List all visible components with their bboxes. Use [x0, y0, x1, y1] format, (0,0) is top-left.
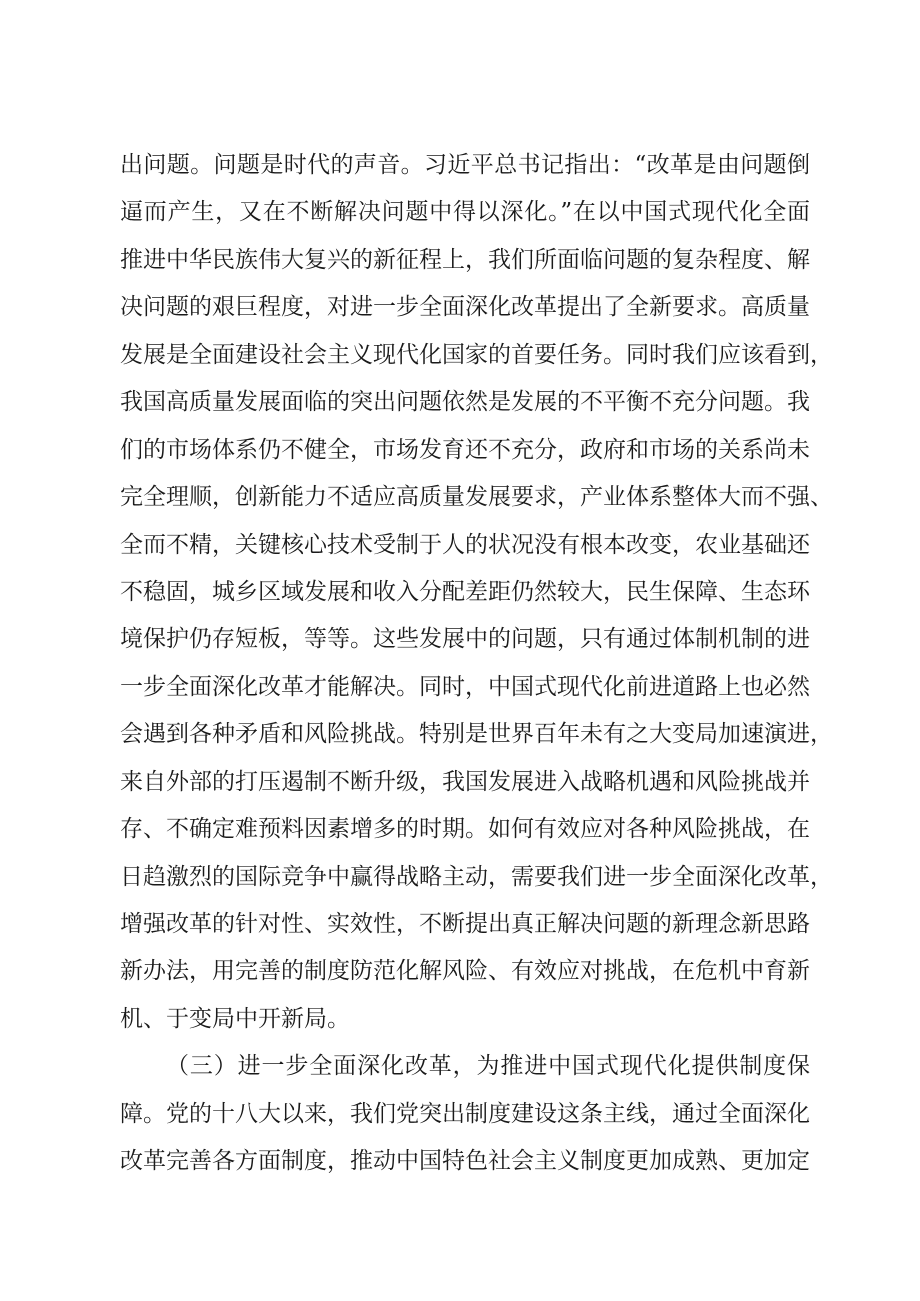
text-line: 来自外部的打压遏制不断升级，我国发展进入战略机遇和风险挑战并 [120, 768, 810, 795]
text-line: 一步全面深化改革才能解决。同时，中国式现代化前进道路上也必然 [120, 673, 810, 700]
text-line: 我国高质量发展面临的突出问题依然是发展的不平衡不充分问题。我 [120, 389, 810, 416]
document-body [120, 142, 833, 1186]
text-line: 新办法，用完善的制度防范化解风险、有效应对挑战，在危机中育新 [120, 958, 810, 985]
text-line: 增强改革的针对性、实效性，不断提出真正解决问题的新理念新思路 [120, 911, 810, 937]
text-line: 们的市场体系仍不健全，市场发育还不充分，政府和市场的关系尚未 [120, 436, 810, 463]
text-line: 日趋激烈的国际竞争中赢得战略主动，需要我们进一步全面深化改革， [120, 863, 833, 890]
paragraph-end-line: 机、于变局中开新局。 [120, 1005, 350, 1032]
text-line: 出问题。问题是时代的声音。习近平总书记指出：“改革是由问题倒 [120, 152, 810, 178]
section-heading-line: （三）进一步全面深化改革，为推进中国式现代化提供制度保 [166, 1053, 810, 1080]
text-line: 发展是全面建设社会主义现代化国家的首要任务。同时我们应该看到， [120, 341, 833, 368]
text-line: 障。党的十八大以来，我们党突出制度建设这条主线，通过全面深化 [120, 1100, 810, 1127]
text-line: 不稳固，城乡区域发展和收入分配差距仍然较大，民生保障、生态环 [120, 578, 810, 605]
text-line: 推进中华民族伟大复兴的新征程上，我们所面临问题的复杂程度、解 [120, 246, 810, 273]
text-line: 改革完善各方面制度，推动中国特色社会主义制度更加成熟、更加定 [120, 1148, 810, 1175]
text-line: 会遇到各种矛盾和风险挑战。特别是世界百年未有之大变局加速演进， [120, 721, 833, 748]
text-line: 存、不确定难预料因素增多的时期。如何有效应对各种风险挑战，在 [120, 816, 810, 843]
text-line: 境保护仍存短板，等等。这些发展中的问题，只有通过体制机制的进 [120, 626, 810, 653]
text-line: 逼而产生，又在不断解决问题中得以深化。”在以中国式现代化全面 [120, 199, 810, 226]
text-line: 全而不精，关键核心技术受制于人的状况没有根本改变，农业基础还 [120, 531, 810, 558]
text-line: 完全理顺，创新能力不适应高质量发展要求，产业体系整体大而不强、 [120, 484, 833, 511]
text-line: 决问题的艰巨程度，对进一步全面深化改革提出了全新要求。高质量 [120, 294, 810, 321]
